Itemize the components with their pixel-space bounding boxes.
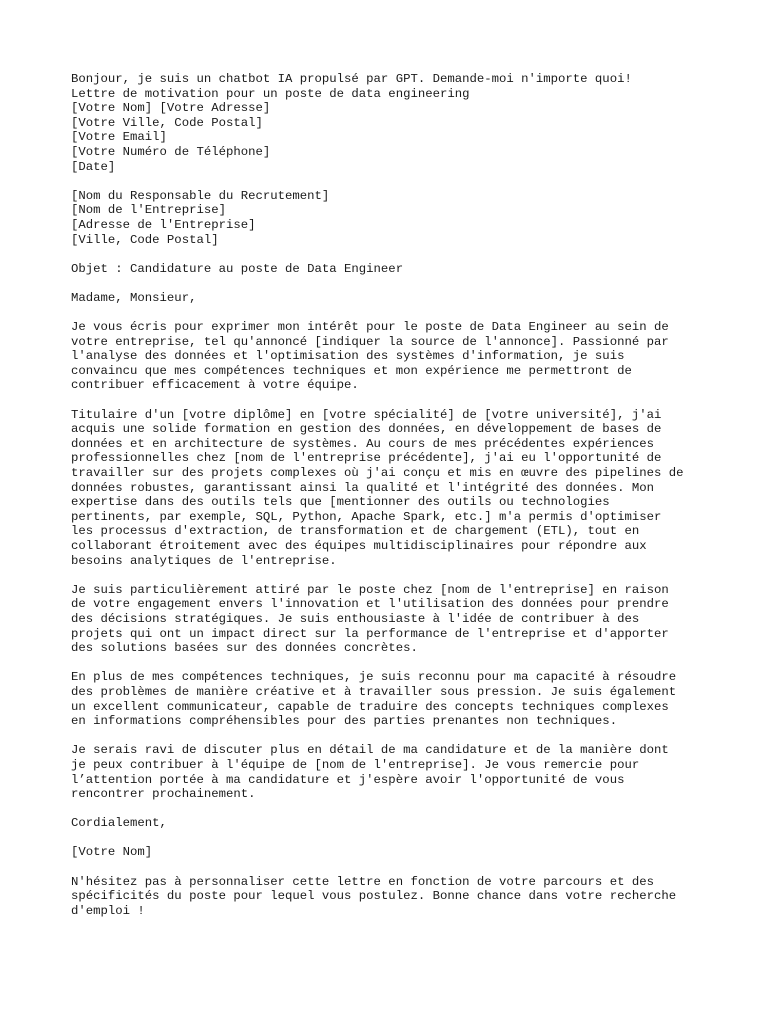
recipient-line: [Nom du Responsable du Recrutement] — [71, 188, 330, 203]
paragraph-1 — [71, 320, 711, 393]
paragraph-line: En plus de mes compétences techniques, je suis reconnu pour ma capacité à résoudre — [71, 670, 677, 685]
paragraph-line: l'analyse des données et l'optimisation des systèmes d'information, je suis — [71, 349, 625, 364]
paragraph-line: un excellent communicateur, capable de traduire des concepts techniques complexes — [71, 699, 669, 714]
paragraph-2 — [71, 408, 711, 569]
paragraph-line: Je suis particulièrement attiré par le poste chez [nom de l'entreprise] en raison — [71, 582, 669, 597]
letter-document — [71, 72, 711, 933]
recipient-block — [71, 189, 711, 247]
letter-title-line: Lettre de motivation pour un poste de data engineering — [71, 86, 470, 101]
paragraph-line: besoins analytiques de l'entreprise. — [71, 553, 337, 568]
signature-block — [71, 845, 711, 860]
paragraph-line: en informations compréhensibles pour des parties prenantes non techniques. — [71, 714, 618, 729]
paragraph-5 — [71, 743, 711, 801]
paragraph-line: contribuer efficacement à votre équipe. — [71, 378, 359, 393]
date-line: [Date] — [71, 159, 116, 174]
sender-phone-line: [Votre Numéro de Téléphone] — [71, 144, 271, 159]
footer-line: d'emploi ! — [71, 903, 145, 918]
paragraph-line: votre entreprise, tel qu'annoncé [indiquer la source de l'annonce]. Passionné par — [71, 334, 669, 349]
header-block — [71, 72, 711, 174]
salutation-line: Madame, Monsieur, — [71, 290, 197, 305]
paragraph-line: des décisions stratégiques. Je suis enthousiaste à l'idée de contribuer à des — [71, 611, 640, 626]
footer-line: spécificités du poste pour lequel vous postulez. Bonne chance dans votre recherche — [71, 889, 677, 904]
footer-note — [71, 875, 711, 919]
paragraph-line: des problèmes de manière créative et à travailler sous pression. Je suis également — [71, 684, 677, 699]
paragraph-line: l’attention portée à ma candidature et j'espère avoir l'opportunité de vous — [71, 772, 625, 787]
closing-line: Cordialement, — [71, 816, 167, 831]
paragraph-line: rencontrer prochainement. — [71, 787, 256, 802]
paragraph-line: je peux contribuer à l'équipe de [nom de l'entreprise]. Je vous remercie pour — [71, 757, 640, 772]
sender-city-line: [Votre Ville, Code Postal] — [71, 115, 263, 130]
paragraph-line: expertise dans des outils tels que [mentionner des outils ou technologies — [71, 495, 610, 510]
paragraph-line: données robustes, garantissant ainsi la qualité et l'intégrité des données. Mon — [71, 480, 654, 495]
paragraph-line: collaborant étroitement avec des équipes multidisciplinaires pour répondre aux — [71, 539, 647, 553]
recipient-line: [Adresse de l'Entreprise] — [71, 217, 256, 232]
paragraph-line: de votre engagement envers l'innovation et l'utilisation des données pour prendre — [71, 597, 669, 612]
paragraph-line: professionnelles chez [nom de l'entreprise précédente], j'ai eu l'opportunité de — [71, 451, 662, 466]
paragraph-4 — [71, 670, 711, 728]
sender-email-line: [Votre Email] — [71, 130, 167, 145]
recipient-line: [Nom de l'Entreprise] — [71, 203, 226, 218]
recipient-line: [Ville, Code Postal] — [71, 232, 219, 247]
salutation-block — [71, 291, 711, 306]
paragraph-3 — [71, 583, 711, 656]
paragraph-line: des solutions basées sur des données concrètes. — [71, 641, 418, 656]
paragraph-line: acquis une solide formation en gestion des données, en développement de bases de — [71, 422, 662, 437]
subject-block — [71, 262, 711, 277]
footer-line: N'hésitez pas à personnaliser cette lettre en fonction de votre parcours et des — [71, 874, 654, 889]
paragraph-line: les processus d'extraction, de transformation et de chargement (ETL), tout en — [71, 524, 640, 539]
chatbot-intro-line: Bonjour, je suis un chatbot IA propulsé par GPT. Demande-moi n'importe quoi! — [71, 72, 632, 86]
paragraph-line: Je vous écris pour exprimer mon intérêt pour le poste de Data Engineer au sein de — [71, 320, 669, 335]
paragraph-line: Je serais ravi de discuter plus en détail de ma candidature et de la manière dont — [71, 743, 669, 758]
paragraph-line: données et en architecture de systèmes. Au cours de mes précédentes expériences — [71, 436, 654, 451]
paragraph-line: travailler sur des projets complexes où j'ai conçu et mis en œuvre des pipelines de — [71, 466, 684, 481]
paragraph-line: pertinents, par exemple, SQL, Python, Apache Spark, etc.] m'a permis d'optimiser — [71, 509, 662, 524]
paragraph-line: convaincu que mes compétences techniques et mon expérience me permettront de — [71, 363, 632, 378]
signature-line: [Votre Nom] — [71, 845, 153, 860]
closing-block — [71, 816, 711, 831]
sender-name-address-line: [Votre Nom] [Votre Adresse] — [71, 101, 271, 116]
paragraph-line: projets qui ont un impact direct sur la performance de l'entreprise et d'apporter — [71, 626, 669, 641]
subject-line: Objet : Candidature au poste de Data Engineer — [71, 261, 404, 276]
paragraph-line: Titulaire d'un [votre diplôme] en [votre spécialité] de [votre université], j'ai — [71, 407, 662, 422]
